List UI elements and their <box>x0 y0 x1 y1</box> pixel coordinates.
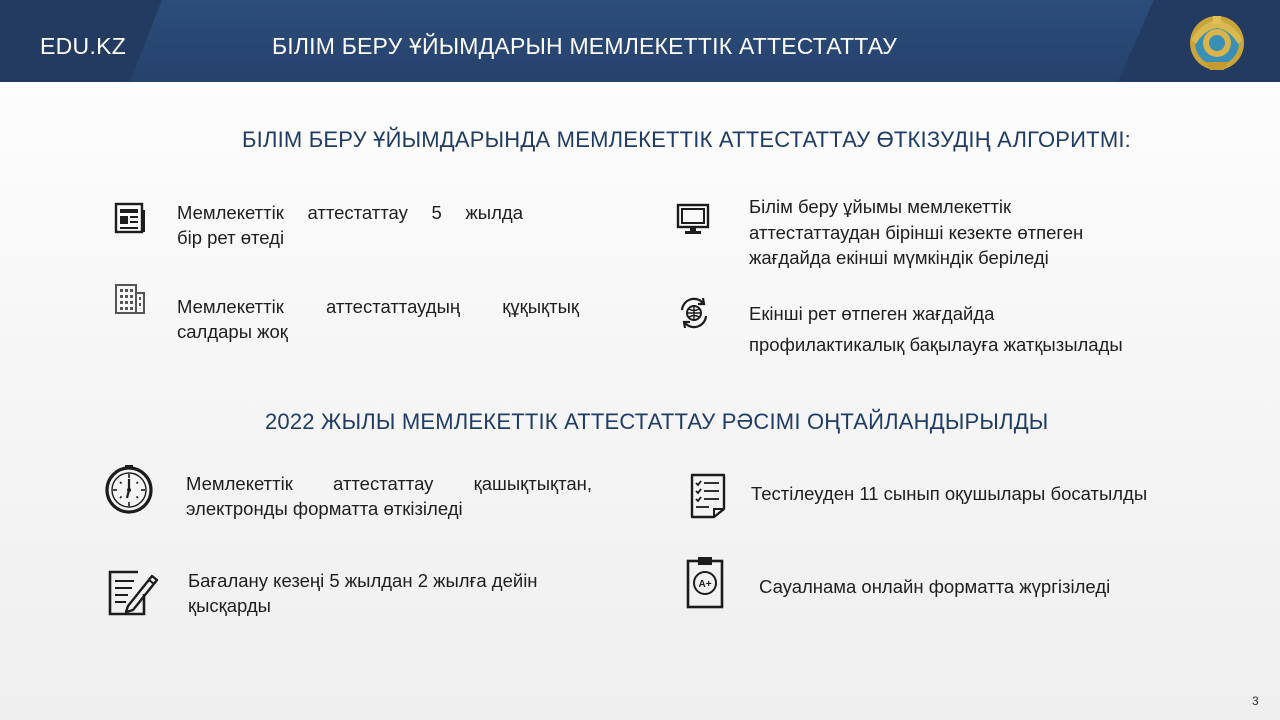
brand-logo-text[interactable]: EDU.KZ <box>40 33 127 59</box>
optimization-item-1-text: Мемлекеттік аттестаттау қашықтықтан, электронды форматта өткізіледі <box>186 473 592 519</box>
building-icon <box>113 283 147 315</box>
edit-document-icon <box>106 568 160 618</box>
page-number: 3 <box>1252 694 1259 708</box>
algorithm-item-1-text: Мемлекеттік аттестаттау 5 жылда бір рет өтеді <box>177 202 523 248</box>
optimization-item-4-text: Сауалнама онлайн форматта жүргізіледі <box>759 576 1111 597</box>
optimization-item-3-text: Тестілеуден 11 сынып оқушылары босатылды <box>751 483 1148 504</box>
kazakhstan-emblem-icon <box>1188 14 1246 72</box>
monitor-icon <box>676 203 710 235</box>
algorithm-item-4-text: Екінші рет өтпеген жағдайда профилактикалық бақылауға жатқызылады <box>749 303 1123 355</box>
optimization-item-2-text: Бағалану кезеңі 5 жылдан 2 жылға дейін қысқарды <box>188 570 538 616</box>
algorithm-item-2-text: Мемлекеттік аттестаттаудың құқықтық салдары жоқ <box>177 296 579 342</box>
svg-text:A+: A+ <box>698 579 712 590</box>
header-bar <box>0 0 1280 82</box>
page-title: БІЛІМ БЕРУ ҰЙЫМДАРЫН МЕМЛЕКЕТТІК АТТЕСТАТТАУ <box>272 33 898 59</box>
clock-icon <box>104 463 154 515</box>
newspaper-icon <box>113 202 147 234</box>
refresh-globe-icon <box>676 296 712 330</box>
algorithm-item-3-text: Білім беру ұйымы мемлекеттік аттестаттаудан бірінші кезекте өтпеген жағдайда екінші мүмкіндік беріледі <box>749 196 1084 268</box>
section-algorithm-title: БІЛІМ БЕРУ ҰЙЫМДАРЫНДА МЕМЛЕКЕТТІК АТТЕСТАТТАУ ӨТКІЗУДІҢ АЛГОРИТМІ: <box>242 127 1131 152</box>
section-optimization-title: 2022 ЖЫЛЫ МЕМЛЕКЕТТІК АТТЕСТАТТАУ РӘСІМІ ОҢТАЙЛАНДЫРЫЛДЫ <box>265 409 1049 434</box>
clipboard-grade-icon <box>685 556 725 610</box>
checklist-icon <box>689 472 727 520</box>
